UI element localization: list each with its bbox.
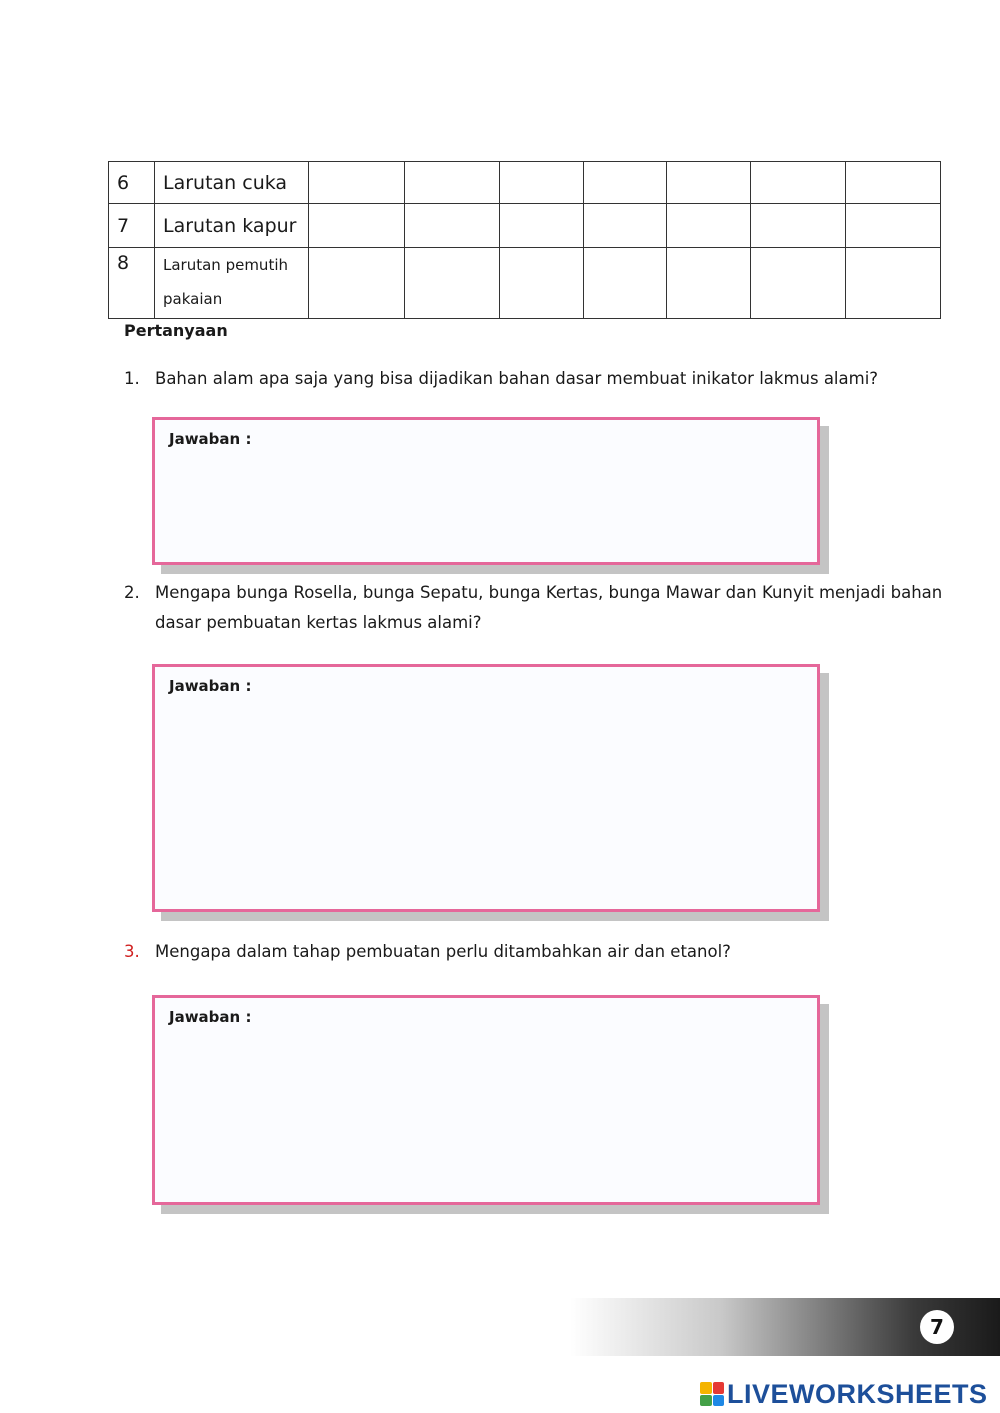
liveworksheets-icon (700, 1382, 724, 1406)
solution-name (155, 248, 309, 319)
table-cell[interactable] (405, 162, 500, 204)
solution-name-line: pakaian (163, 290, 223, 308)
table-cell[interactable] (751, 248, 846, 319)
table-cell[interactable] (500, 162, 584, 204)
table-cell[interactable] (584, 162, 667, 204)
table-cell[interactable] (309, 248, 405, 319)
question-text: Bahan alam apa saja yang bisa dijadikan bahan dasar membuat inikator lakmus alami? (155, 369, 879, 388)
question-number: 1. (124, 369, 140, 388)
table-cell[interactable] (667, 162, 751, 204)
table-cell[interactable] (846, 162, 941, 204)
question-text (155, 578, 945, 638)
question-number: 2. (124, 583, 140, 602)
liveworksheets-logo (700, 1376, 988, 1412)
answer-label: Jawaban : (169, 1008, 252, 1026)
question-text-line: dasar pembuatan kertas lakmus alami? (155, 613, 482, 632)
table-row (109, 204, 941, 248)
table-cell[interactable] (584, 248, 667, 319)
answer-box-2[interactable] (152, 664, 820, 912)
answer-box-3[interactable] (152, 995, 820, 1205)
table-cell[interactable] (500, 204, 584, 248)
solution-name: Larutan kapur (155, 204, 309, 248)
question-text: Mengapa dalam tahap pembuatan perlu ditambahkan air dan etanol? (155, 942, 731, 961)
table-cell[interactable] (500, 248, 584, 319)
table-cell[interactable] (405, 248, 500, 319)
table-cell[interactable] (667, 204, 751, 248)
table-cell[interactable] (846, 248, 941, 319)
question-text-line: Mengapa bunga Rosella, bunga Sepatu, bunga Kertas, bunga Mawar dan Kunyit menjadi bahan (155, 583, 943, 602)
answer-label: Jawaban : (169, 677, 252, 695)
question-number: 3. (124, 942, 140, 961)
table-cell[interactable] (751, 204, 846, 248)
answer-label: Jawaban : (169, 430, 252, 448)
table-cell[interactable] (405, 204, 500, 248)
table-row (109, 248, 941, 319)
section-title: Pertanyaan (124, 321, 228, 340)
question-2 (124, 578, 944, 640)
brand-name: LIVEWORKSHEETS (727, 1378, 988, 1409)
table-cell[interactable] (584, 204, 667, 248)
solution-name: Larutan cuka (155, 162, 309, 204)
row-number: 7 (109, 204, 155, 248)
observation-table (108, 161, 941, 319)
table-cell[interactable] (309, 162, 405, 204)
row-number: 6 (109, 162, 155, 204)
table-cell[interactable] (846, 204, 941, 248)
table-row (109, 162, 941, 204)
solution-name-line: Larutan pemutih (163, 256, 288, 274)
answer-box-1[interactable] (152, 417, 820, 565)
table-cell[interactable] (309, 204, 405, 248)
footer-bar (570, 1298, 1000, 1356)
page-number: 7 (920, 1310, 954, 1344)
table-cell[interactable] (751, 162, 846, 204)
row-number: 8 (109, 248, 155, 319)
table-cell[interactable] (667, 248, 751, 319)
